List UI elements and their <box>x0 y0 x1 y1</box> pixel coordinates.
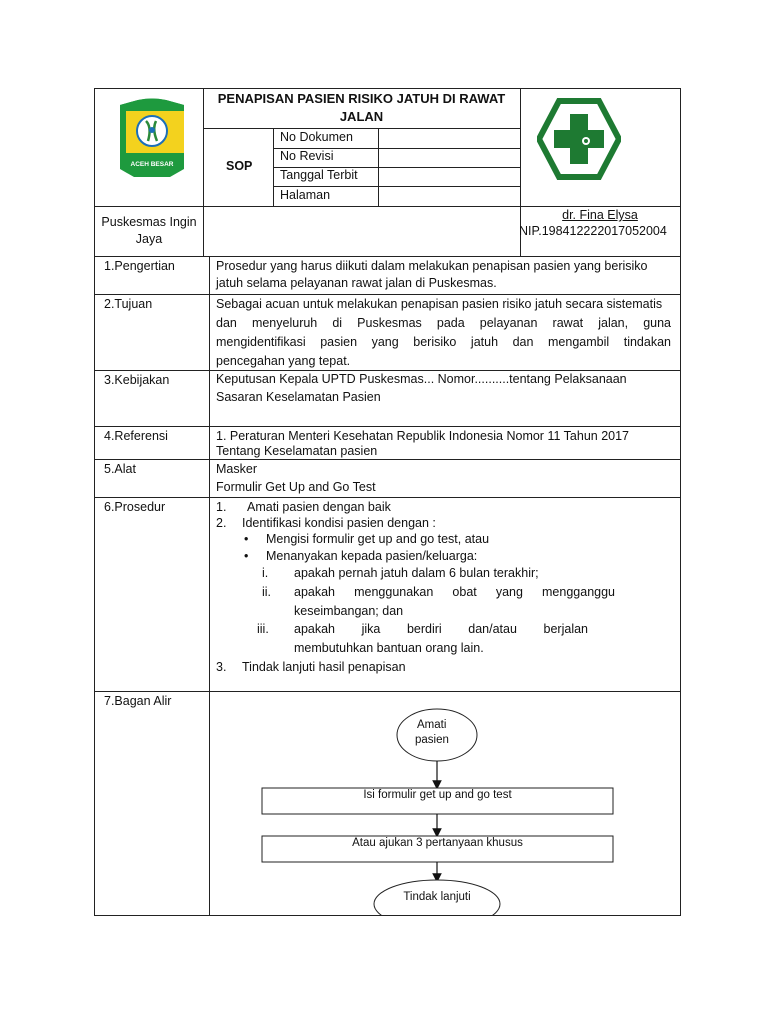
title-line-1: PENAPISAN PASIEN RISIKO JATUH DI RAWAT <box>217 91 506 106</box>
signer-name: dr. Fina Elysa <box>562 208 638 222</box>
sub-item-3-number: iii. <box>257 622 269 636</box>
sub-item-2-text: apakah menggunakan obat yang mengganggu <box>294 585 615 599</box>
logo-left <box>116 97 188 181</box>
sub-item-1-number: i. <box>262 566 269 580</box>
flow-label-ajukan: Atau ajukan 3 pertanyaan khusus <box>352 837 523 849</box>
step-3-text: Tindak lanjuti hasil penapisan <box>242 660 406 674</box>
flow-label-isi-formulir: Isi formulir get up and go test <box>363 789 512 801</box>
step-3-number: 3. <box>216 660 227 674</box>
signer-nip: NIP.198412222017052004 <box>519 224 667 238</box>
field-tanggal-terbit: Tanggal Terbit <box>280 168 358 182</box>
sop-label: SOP <box>226 159 253 173</box>
pengertian-line-1: Prosedur yang harus diikuti dalam melakukan penapisan pasien yang berisiko <box>216 259 648 273</box>
bullet-1-dot: • <box>244 532 249 546</box>
bullet-1-text: Mengisi formulir get up and go test, atau <box>266 532 490 546</box>
sub-item-3-text-2: membutuhkan bantuan orang lain. <box>294 641 484 655</box>
sub-item-1-text: apakah pernah jatuh dalam 6 bulan terakhir; <box>294 566 539 580</box>
tujuan-line-3: mengidentifikasi pasien yang berisiko jatuh dan mengambil tindakan <box>216 335 671 349</box>
sub-item-3-text: apakah jika berdiri dan/atau berjalan <box>294 622 588 636</box>
pengertian-line-2: jatuh selama pelayanan rawat jalan di Puskesmas. <box>216 276 497 290</box>
label-referensi: 4.Referensi <box>104 429 168 443</box>
org-name-line-2: Jaya <box>135 232 163 246</box>
svg-text:ACEH BESAR: ACEH BESAR <box>130 161 174 168</box>
label-alat: 5.Alat <box>104 462 136 476</box>
flow-label-tindak-lanjuti: Tindak lanjuti <box>403 891 471 903</box>
field-no-dokumen: No Dokumen <box>280 130 353 144</box>
referensi-line-1: 1. Peraturan Menteri Kesehatan Republik Indonesia Nomor 11 Tahun 2017 <box>216 429 630 443</box>
label-tujuan: 2.Tujuan <box>104 297 153 311</box>
document-title <box>205 90 518 126</box>
step-2-number: 2. <box>216 516 227 530</box>
bullet-2-text: Menanyakan kepada pasien/keluarga: <box>266 549 478 563</box>
tujuan-line-4: pencegahan yang tepat. <box>216 354 351 368</box>
sub-item-2-text-2: keseimbangan; dan <box>294 604 404 618</box>
org-name <box>96 214 202 248</box>
bullet-2-dot: • <box>244 549 249 563</box>
title-line-2: JALAN <box>339 109 384 124</box>
tujuan-line-2: dan menyeluruh di Puskesmas pada pelayanan rawat jalan, guna <box>216 316 671 330</box>
field-no-revisi: No Revisi <box>280 149 334 163</box>
label-prosedur: 6.Prosedur <box>104 500 166 514</box>
step-1-text: Amati pasien dengan baik <box>247 500 391 514</box>
step-1-number: 1. <box>216 500 227 514</box>
step-2-text: Identifikasi kondisi pasien dengan : <box>242 516 436 530</box>
label-kebijakan: 3.Kebijakan <box>104 373 170 387</box>
referensi-line-2: Tentang Keselamatan pasien <box>216 444 378 458</box>
kebijakan-line-1: Keputusan Kepala UPTD Puskesmas... Nomor..........tentang Pelaksanaan <box>216 372 627 386</box>
logo-right <box>537 98 621 180</box>
alat-line-1: Masker <box>216 462 257 476</box>
sub-item-2-number: ii. <box>262 585 272 599</box>
label-bagan-alir: 7.Bagan Alir <box>104 694 172 708</box>
tujuan-line-1: Sebagai acuan untuk melakukan penapisan pasien risiko jatuh secara sistematis <box>216 297 663 311</box>
org-name-line-1: Puskesmas Ingin <box>101 215 197 229</box>
flow-label-amati-1: Amati <box>417 719 447 731</box>
alat-line-2: Formulir Get Up and Go Test <box>216 480 376 494</box>
field-halaman: Halaman <box>280 188 331 202</box>
flow-label-amati-2: pasien <box>415 734 449 746</box>
kebijakan-line-2: Sasaran Keselamatan Pasien <box>216 390 381 404</box>
label-pengertian: 1.Pengertian <box>104 259 175 273</box>
tujuan-text <box>216 295 671 371</box>
